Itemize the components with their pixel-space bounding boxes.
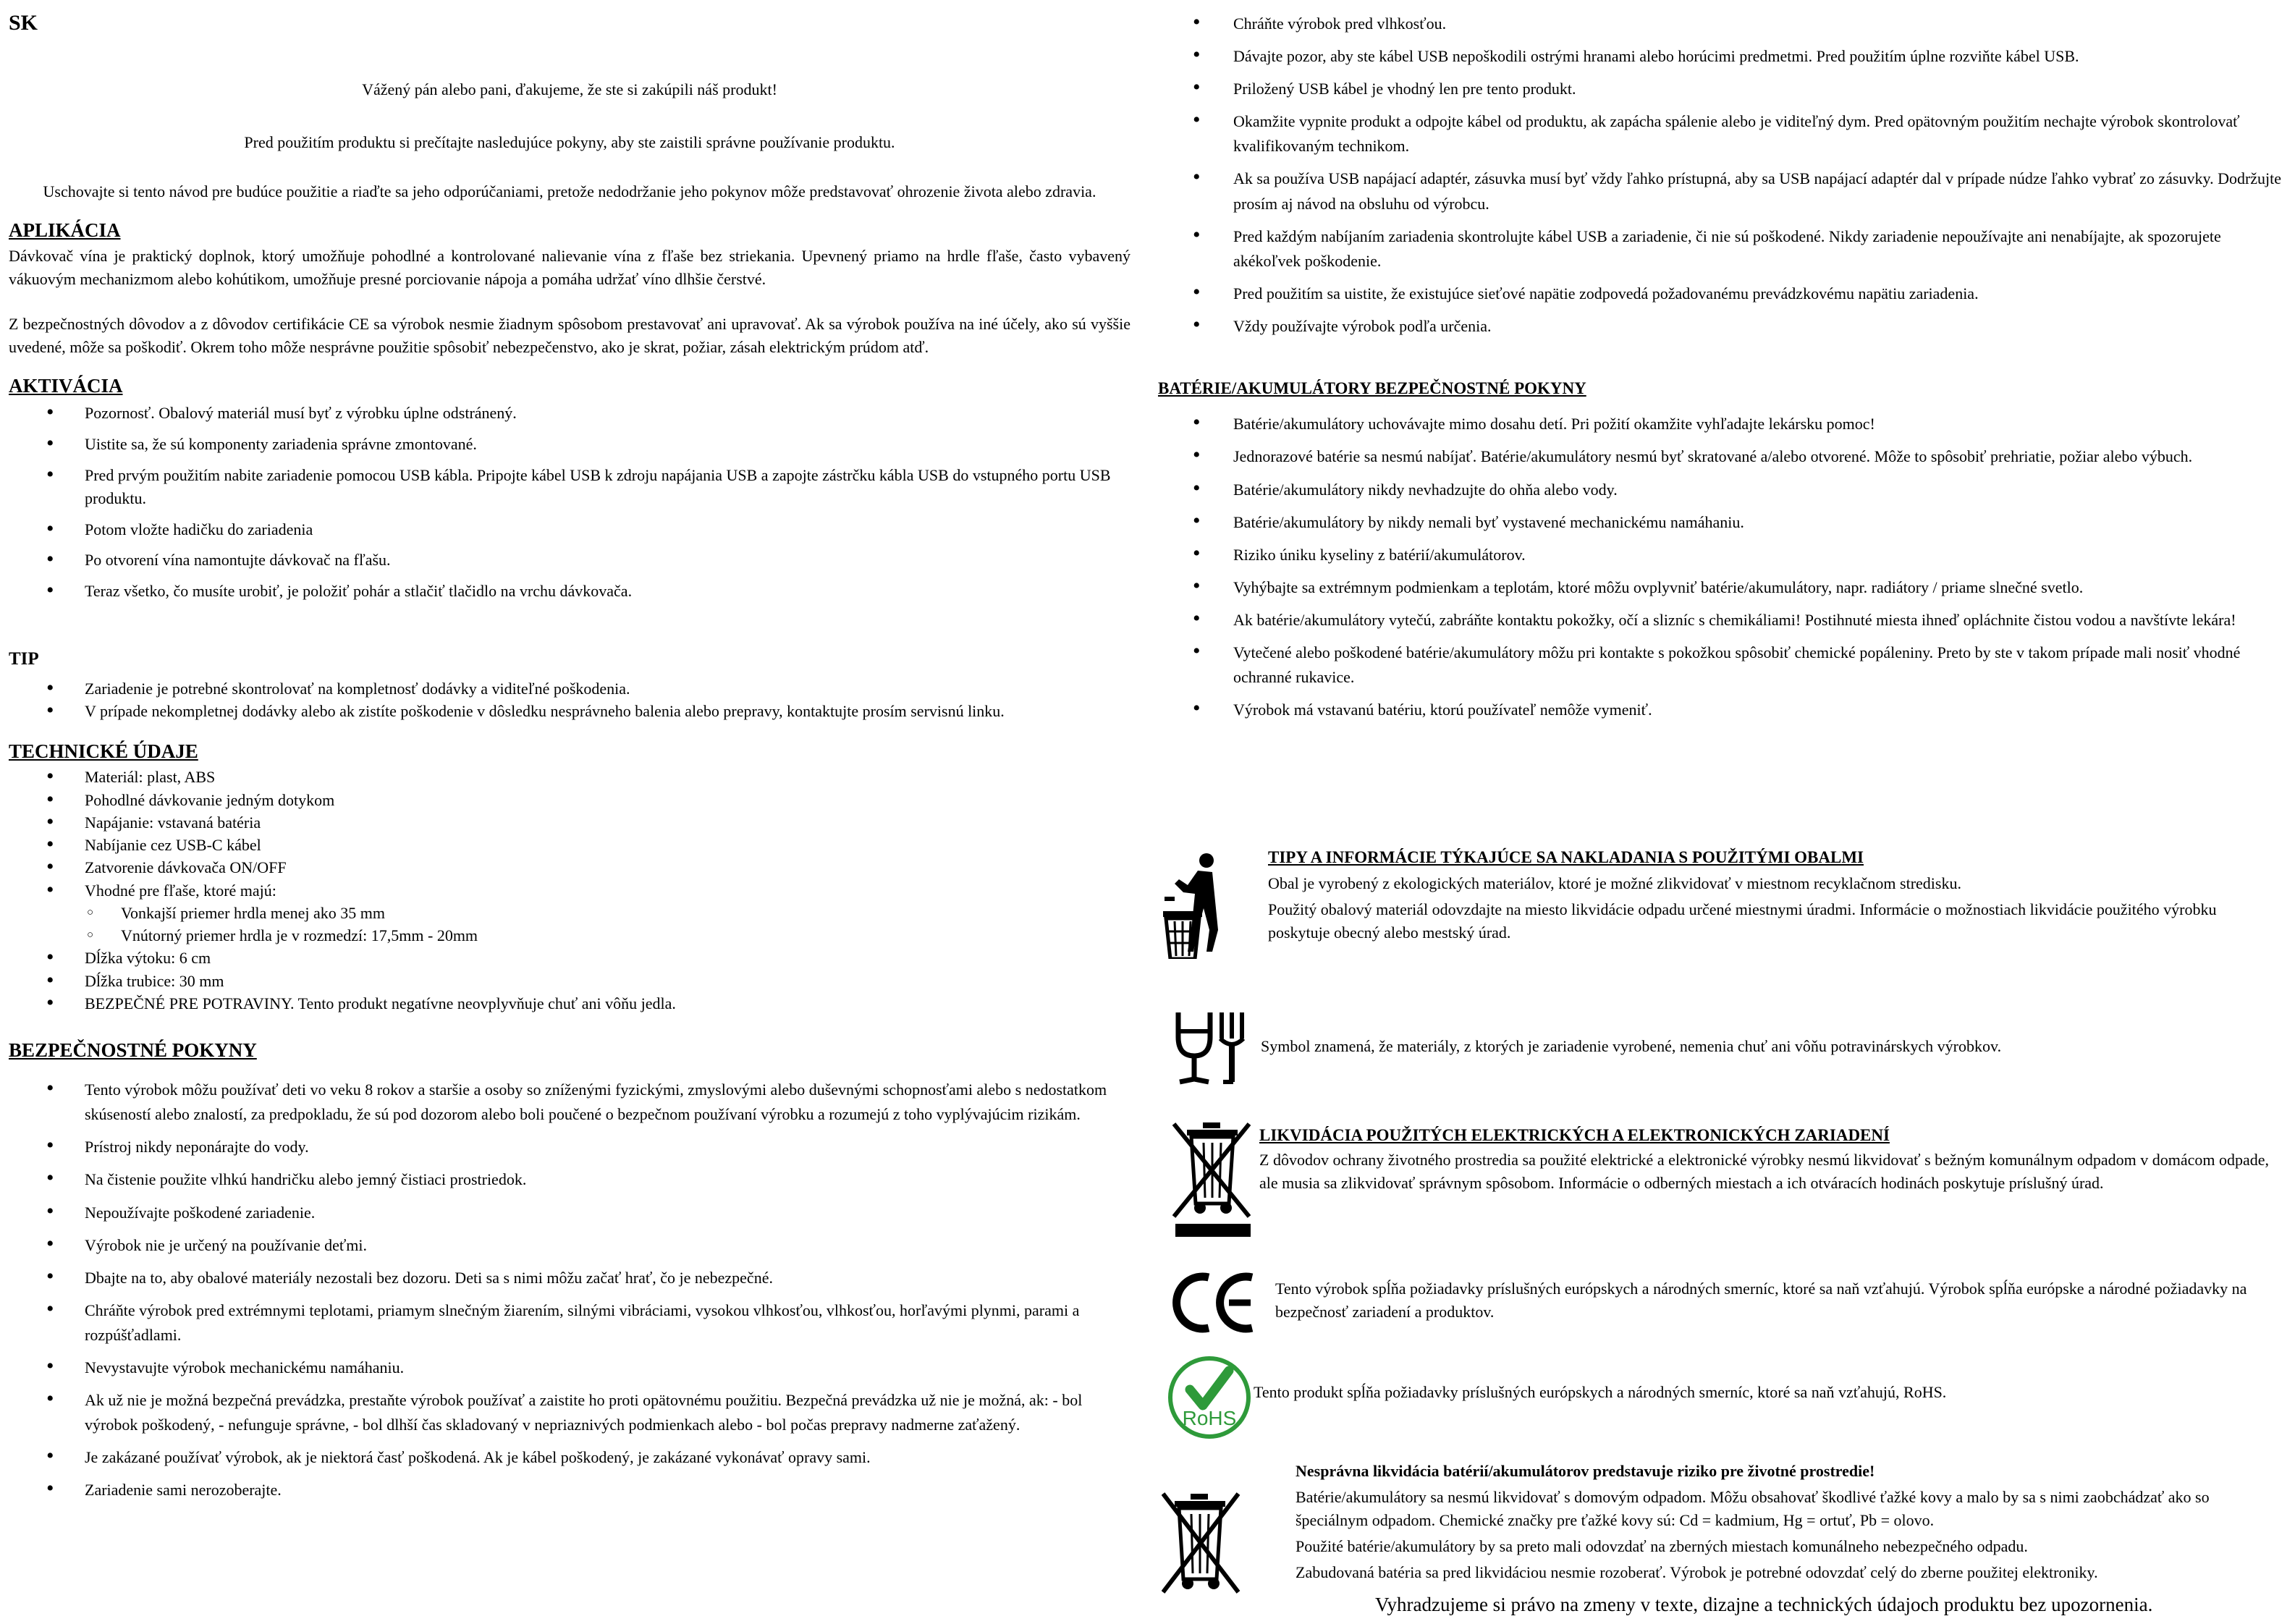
list-item: • Nevystavujte výrobok mechanickému namáhaniu. xyxy=(9,1356,1130,1380)
list-item: • Vyhýbajte sa extrémnym podmienkam a teplotám, ktoré môžu ovplyvniť batérie/akumulátory, napr. radiátory / priame slnečné svetlo. xyxy=(1158,575,2286,600)
left-column xyxy=(9,6,1130,1510)
battery-disposal-block xyxy=(1296,1460,2280,1583)
footer-disclaimer: Vyhradzujeme si právo na zmeny v texte, dizajne a technických údajoch produktu bez upozornenia. xyxy=(1375,1594,2153,1615)
list-item: • Pred použitím sa uistite, že existujúce sieťové napätie zodpovedá požadovanému prevádzkovému napätiu zariadenia. xyxy=(1158,282,2286,306)
list-item: ○ Vonkajší priemer hrdla menej ako 35 mm xyxy=(9,902,1130,924)
list-item: • Materiál: plast, ABS xyxy=(9,766,1130,788)
list-item: • Riziko úniku kyseliny z batérií/akumulátorov. xyxy=(1158,543,2286,567)
rohs-text: Tento produkt spĺňa požiadavky príslušných európskych a národných smerníc, ktoré sa naň vzťahujú, RoHS. xyxy=(1254,1383,1947,1401)
ce-text: Tento výrobok spĺňa požiadavky príslušných európskych a národných smerníc, ktoré sa naň vzťahujú. Výrobok spĺňa európske a národné požiadavky na bezpečnosť zariadení a produktov. xyxy=(1275,1280,2247,1321)
section-heading-aktivacia: AKTIVÁCIA xyxy=(9,374,123,397)
list-item: • Okamžite vypnite produkt a odpojte kábel od produktu, ak zapácha spálenie alebo je viditeľný dym. Pred opätovným použitím nechajte výrobok skontrolovať kvalifikovaným technikom. xyxy=(1158,109,2286,158)
list-item: • Jednorazové batérie sa nesmú nabíjať. Batérie/akumulátory nesmú byť skratované a/alebo otvorené. Môže to spôsobiť prehriatie, požiar alebo výbuch. xyxy=(1158,444,2286,469)
list-item: • Pred každým nabíjaním zariadenia skontrolujte kábel USB a zariadenie, či nie sú poškodené. Nikdy zariadenie nepoužívajte ani nenabíjajte, ak spozorujete akékoľvek poškodenie. xyxy=(1158,224,2286,274)
bezpecnost-list xyxy=(9,1078,1130,1502)
list-item: • Dĺžka trubice: 30 mm xyxy=(9,970,1130,992)
list-item: • Uistite sa, že sú komponenty zariadenia správne zmontované. xyxy=(9,433,1130,456)
section-heading-aplikacia: APLIKÁCIA xyxy=(9,219,121,242)
section-heading-bezpecnost: BEZPEČNOSTNÉ POKYNY xyxy=(9,1039,257,1061)
list-item: • BEZPEČNÉ PRE POTRAVINY. Tento produkt negatívne neovplyvňuje chuť ani vôňu jedla. xyxy=(9,992,1130,1015)
rohs-badge-label: RoHS xyxy=(1182,1407,1237,1429)
list-item: • Zariadenie je potrebné skontrolovať na kompletnosť dodávky a viditeľné poškodenia. xyxy=(9,677,1130,701)
aplikacia-safety-note: Z bezpečnostných dôvodov a z dôvodov certifikácie CE sa výrobok nesmie žiadnym spôsobom prestavovať ani upravovať. Ak sa výrobok používa na iné účely, ako sú vyššie uvedené, môže sa poškodiť. Okrem toho môže nesprávne použitie spôsobiť nebezpečenstvo, ako je skrat, požiar, zásah elektrickým prúdom atď. xyxy=(9,315,1130,356)
recycle-bin-person-icon xyxy=(1162,850,1220,959)
section-heading-technicke: TECHNICKÉ ÚDAJE xyxy=(9,740,198,763)
ce-mark-icon xyxy=(1171,1270,1258,1335)
list-item: • Priložený USB kábel je vhodný len pre tento produkt. xyxy=(1158,77,2286,101)
food-safe-icon xyxy=(1172,1010,1259,1089)
right-column xyxy=(1158,6,2286,730)
bezpecnost-list-continued xyxy=(1158,12,2286,339)
battery-disposal-text-2: Použité batérie/akumulátory by sa preto mali odovzdať na zberných miestach komunálneho nebezpečného odpadu. xyxy=(1296,1536,2028,1555)
list-item: • Tento výrobok môžu používať deti vo veku 8 rokov a staršie a osoby so zníženými fyzickými, zmyslovými alebo duševnými schopnosťami alebo s nedostatkom skúseností alebo znalostí, za predpokladu, že sú pod dozorom alebo boli poučené o bezpečnom používaní výrobku a rozumejú z toho vyplývajúcim rizikám. xyxy=(9,1078,1130,1127)
list-item: • Zariadenie sami nerozoberajte. xyxy=(9,1478,1130,1502)
packaging-heading: TIPY A INFORMÁCIE TÝKAJÚCE SA NAKLADANIA S POUŽITÝMI OBALMI xyxy=(1268,848,1864,866)
list-item: • Dbajte na to, aby obalové materiály nezostali bez dozoru. Deti sa s nimi môžu začať hrať, čo je nebezpečné. xyxy=(9,1266,1130,1290)
tip-list xyxy=(9,677,1130,724)
list-item: • Po otvorení vína namontujte dávkovač na fľašu. xyxy=(9,549,1130,572)
intro-greeting: Vážený pán alebo pani, ďakujeme, že ste si zakúpili náš produkt! xyxy=(362,80,777,98)
list-item: • Dávajte pozor, aby ste kábel USB nepoškodili ostrými hranami alebo horúcimi predmetmi. Pred použitím úplne rozviňte kábel USB. xyxy=(1158,44,2286,69)
list-item: • Ak už nie je možná bezpečná prevádzka, prestaňte výrobok používať a zaistite ho proti opätovnému použitiu. Bezpečná prevádzka už nie je možná, ak: - bol výrobok poškodený, - nefunguje správne, - bol dlhší čas skladovaný v nepriaznivých podmienkach alebo - bol počas prepravy nadmerne zaťažený. xyxy=(9,1388,1130,1437)
food-safe-text: Symbol znamená, že materiály, z ktorých je zariadenie vyrobené, nemenia chuť ani vôňu potravinárskych výrobkov. xyxy=(1261,1037,2002,1055)
packaging-block xyxy=(1268,845,2281,944)
list-item: • Výrobok nie je určený na používanie deťmi. xyxy=(9,1233,1130,1258)
battery-disposal-heading: Nesprávna likvidácia batérií/akumulátorov predstavuje riziko pre životné prostredie! xyxy=(1296,1462,1875,1480)
list-item: • Vždy používajte výrobok podľa určenia. xyxy=(1158,314,2286,339)
baterie-list xyxy=(1158,412,2286,722)
aplikacia-description: Dávkovač vína je praktický doplnok, ktorý umožňuje pohodlné a kontrolované nalievanie vína z fľaše bez striekania. Upevnený priamo na hrdle fľaše, často vybavený vákuovým mechanizmom alebo kohútikom, umožňuje presné porciovanie nápoja a pomáha udržať víno dlhšie čerstvé. xyxy=(9,247,1130,289)
list-item: • Nepoužívajte poškodené zariadenie. xyxy=(9,1201,1130,1225)
list-item: • Dĺžka výtoku: 6 cm xyxy=(9,947,1130,969)
list-item: • Na čistenie použite vlhkú handričku alebo jemný čistiaci prostriedok. xyxy=(9,1167,1130,1192)
list-item: • Ak sa používa USB napájací adaptér, zásuvka musí byť vždy ľahko prístupná, aby sa USB napájací adaptér dal v prípade núdze ľahko vybrať zo zásuvky. Dodržujte prosím aj návod na obsluhu od výrobcu. xyxy=(1158,166,2286,216)
list-item: • Napájanie: vstavaná batéria xyxy=(9,811,1130,834)
list-item: • Batérie/akumulátory uchovávajte mimo dosahu detí. Pri požití okamžite vyhľadajte lekársku pomoc! xyxy=(1158,412,2286,436)
list-item: • Pozornosť. Obalový materiál musí byť z výrobku úplne odstránený. xyxy=(9,402,1130,425)
technicke-list xyxy=(9,766,1130,901)
packaging-text-2: Použitý obalový materiál odovzdajte na miesto likvidácie odpadu určené miestnymi úradmi. Informácie o možnostiach likvidácie použitého výrobku poskytuje obecný alebo mestský úrad. xyxy=(1268,900,2217,942)
list-item: • Vhodné pre fľaše, ktoré majú: xyxy=(9,879,1130,902)
list-item: ○ Vnútorný priemer hrdla je v rozmedzí: 17,5mm - 20mm xyxy=(9,924,1130,947)
technicke-sublist xyxy=(9,902,1130,947)
weee-text: Z dôvodov ochrany životného prostredia sa použité elektrické a elektronické výrobky nesmú likvidovať s bežným komunálnym odpadom v domácom odpade, ale musia sa zlikvidovať správnym spôsobom. Informácie o odberných miestach a ich otváracích hodinách poskytuje príslušný úrad. xyxy=(1259,1151,2270,1193)
list-item: • Prístroj nikdy neponárajte do vody. xyxy=(9,1135,1130,1159)
list-item: • Chráňte výrobok pred extrémnymi teplotami, priamym slnečným žiarením, silnými vibráciami, vysokou vlhkosťou, vlhkosťou, horľavými plynmi, parami a rozpúšťadlami. xyxy=(9,1298,1130,1348)
packaging-text-1: Obal je vyrobený z ekologických materiálov, ktoré je možné zlikvidovať v miestnom recyklačnom stredisku. xyxy=(1268,874,1961,893)
list-item: • Nabíjanie cez USB-C kábel xyxy=(9,834,1130,856)
list-item: • Chráňte výrobok pred vlhkosťou. xyxy=(1158,12,2286,36)
list-item: • Je zakázané používať výrobok, ak je niektorá časť poškodená. Ak je kábel poškodený, je zakázané vykonávať opravy sami. xyxy=(9,1445,1130,1470)
list-item: • V prípade nekompletnej dodávky alebo ak zistíte poškodenie v dôsledku nesprávneho balenia alebo prepravy, kontaktujte prosím servisnú linku. xyxy=(9,700,1130,723)
intro-keep-manual: Uschovajte si tento návod pre budúce použitie a riaďte sa jeho odporúčaniami, pretože nedodržanie jeho pokynov môže predstavovať ohrozenie života alebo zdravia. xyxy=(43,182,1096,201)
technicke-list-continued xyxy=(9,947,1130,1015)
list-item: • Pred prvým použitím nabite zariadenie pomocou USB kábla. Pripojte kábel USB k zdroju napájania USB a zapojte zástrčku kábla USB do vstupného portu USB produktu. xyxy=(9,464,1130,510)
weee-block xyxy=(1259,1123,2273,1195)
section-heading-baterie: BATÉRIE/AKUMULÁTORY BEZPEČNOSTNÉ POKYNY xyxy=(1158,379,1586,398)
weee-heading: LIKVIDÁCIA POUŽITÝCH ELEKTRICKÝCH A ELEKTRONICKÝCH ZARIADENÍ xyxy=(1259,1126,1890,1144)
list-item: • Batérie/akumulátory nikdy nevhadzujte do ohňa alebo vody. xyxy=(1158,478,2286,502)
aktivacia-list xyxy=(9,402,1130,603)
list-item: • Batérie/akumulátory by nikdy nemali byť vystavené mechanickému namáhaniu. xyxy=(1158,510,2286,535)
weee-crossed-bin-icon xyxy=(1171,1118,1258,1241)
section-heading-tip: TIP xyxy=(9,649,39,669)
list-item: • Ak batérie/akumulátory vytečú, zabráňte kontaktu pokožky, očí a slizníc s chemikáliami! Postihnuté miesta ihneď opláchnite čistou vodou a navštívte lekára! xyxy=(1158,608,2286,633)
language-code: SK xyxy=(9,11,38,35)
list-item: • Výrobok má vstavanú batériu, ktorú používateľ nemôže vymeniť. xyxy=(1158,698,2286,722)
battery-disposal-text-3: Zabudovaná batéria sa pred likvidáciou nesmie rozoberať. Výrobok je potrebné odovzdať celý do zberne použitej elektroniky. xyxy=(1296,1562,2098,1581)
battery-disposal-text-1: Batérie/akumulátory sa nesmú likvidovať s domovým odpadom. Môžu obsahovať škodlivé ťažké kovy a malo by sa s nimi zaobchádzať ako so špeciálnym odpadom. Chemické značky pre ťažké kovy sú: Cd = kadmium, Hg = ortuť, Pb = olovo. xyxy=(1296,1487,2210,1529)
list-item: • Teraz všetko, čo musíte urobiť, je položiť pohár a stlačiť tlačidlo na vrchu dávkovača. xyxy=(9,580,1130,603)
battery-crossed-bin-icon xyxy=(1162,1484,1241,1599)
intro-read-instructions: Pred použitím produktu si prečítajte nasledujúce pokyny, aby ste zaistili správne používanie produktu. xyxy=(244,133,895,152)
list-item: • Zatvorenie dávkovača ON/OFF xyxy=(9,856,1130,879)
rohs-badge-icon xyxy=(1167,1355,1252,1440)
list-item: • Pohodlné dávkovanie jedným dotykom xyxy=(9,789,1130,811)
list-item: • Potom vložte hadičku do zariadenia xyxy=(9,518,1130,541)
list-item: • Vytečené alebo poškodené batérie/akumulátory môžu pri kontakte s pokožkou spôsobiť chemické popáleniny. Preto by ste v takom prípade mali nosiť vhodné ochranné rukavice. xyxy=(1158,640,2286,690)
